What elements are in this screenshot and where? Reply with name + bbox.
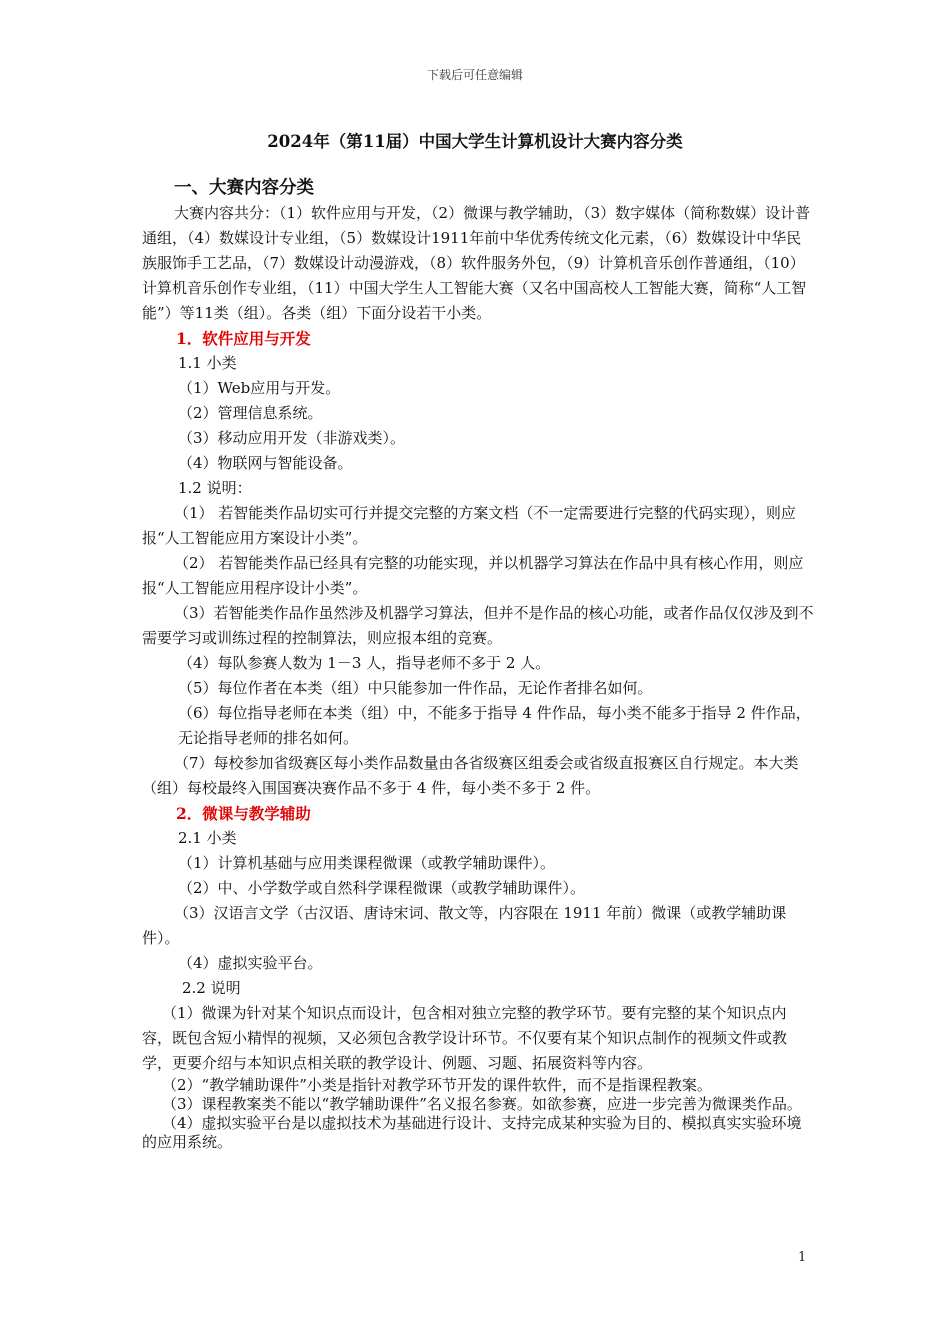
list-item: （1）计算机基础与应用类课程微课（或教学辅助课件）。: [178, 854, 556, 872]
list-item: （1）Web应用与开发。: [178, 379, 341, 397]
note-paragraph: （6）每位指导老师在本类（组）中，不能多于指导 4 件作品，每小类不能多于指导 2 件作品，无论指导老师的排名如何。: [178, 704, 811, 747]
note-paragraph: （3）若智能类作品作虽然涉及机器学习算法，但并不是作品的核心功能，或者作品仅仅涉及到不需要学习或训练过程的控制算法，则应报本组的竞赛。: [142, 604, 814, 647]
note-paragraph: （1）微课为针对某个知识点而设计，包含相对独立完整的教学环节。要有完整的某个知识点内容，既包含短小精悍的视频，又必须包含教学设计环节。不仅要有某个知识点制作的视频文件或教学，更要介绍与本知识点相关联的教学设计、例题、习题、拓展资料等内容。: [142, 1004, 788, 1072]
list-item: （2）中、小学数学或自然科学课程微课（或教学辅助课件）。: [178, 879, 586, 897]
list-item: （3）移动应用开发（非游戏类）。: [178, 429, 406, 447]
section-heading: 一、大赛内容分类: [174, 178, 314, 198]
subcategory-heading: 1.1 小类: [178, 354, 237, 372]
category-2-heading: 2．微课与教学辅助: [176, 804, 311, 823]
document-body: [142, 176, 814, 1152]
page-header: 下载后可任意编辑: [426, 68, 523, 82]
intro-paragraph: 大赛内容共分：（1）软件应用与开发，（2）微课与教学辅助，（3）数字媒体（简称数媒）设计普通组，（4）数媒设计专业组，（5）数媒设计1911年前中华优秀传统文化元素，（6）数媒设计中华民族服饰手工艺品，（7）数媒设计动漫游戏，（8）软件服务外包，（9）计算机音乐创作普通组，（10）计算机音乐创作专业组，（11）中国大学生人工智能大赛（又名中国高校人工智能大赛，简称“人工智能”）等11类（组）。各类（组）下面分设若干小类。: [142, 204, 811, 322]
note-paragraph: （4）虚拟实验平台是以虚拟技术为基础进行设计、支持完成某种实验为目的、模拟真实实验环境的应用系统。: [142, 1114, 802, 1151]
category-1-heading: 1．软件应用与开发: [176, 329, 311, 348]
notes-heading: 1.2 说明：: [178, 479, 252, 497]
note-paragraph: （2） 若智能类作品已经具有完整的功能实现，并以机器学习算法在作品中具有核心作用，则应报“人工智能应用程序设计小类”。: [142, 554, 804, 597]
note-paragraph: （7）每校参加省级赛区每小类作品数量由各省级赛区组委会或省级直报赛区自行规定。本大类（组）每校最终入围国赛决赛作品不多于 4 件，每小类不多于 2 件。: [142, 754, 799, 797]
document-title: 2024年（第11届）中国大学生计算机设计大赛内容分类: [267, 132, 683, 151]
list-item: （4）虚拟实验平台。: [178, 954, 323, 972]
note-paragraph: （1） 若智能类作品切实可行并提交完整的方案文档（不一定需要进行完整的代码实现），则应报“人工智能应用方案设计小类”。: [142, 504, 796, 547]
list-item: （3）汉语言文学（古汉语、唐诗宋词、散文等，内容限在 1911 年前）微课（或教学辅助课件）。: [142, 904, 787, 947]
note-paragraph: （2）“教学辅助课件”小类是指针对教学环节开发的课件软件，而不是指课程教案。: [162, 1076, 712, 1094]
subcategory-heading: 2.1 小类: [178, 829, 237, 847]
list-item: （4）物联网与智能设备。: [178, 454, 353, 472]
note-paragraph: （5）每位作者在本类（组）中只能参加一件作品，无论作者排名如何。: [178, 679, 653, 697]
page-number: 1: [798, 1250, 807, 1265]
note-paragraph: （3）课程教案类不能以“教学辅助课件”名义报名参赛。如欲参赛，应进一步完善为微课类作品。: [162, 1095, 802, 1113]
note-paragraph: （4）每队参赛人数为 1－3 人，指导老师不多于 2 人。: [178, 654, 551, 672]
list-item: （2）管理信息系统。: [178, 404, 323, 422]
notes-heading: 2.2 说明: [182, 979, 241, 997]
